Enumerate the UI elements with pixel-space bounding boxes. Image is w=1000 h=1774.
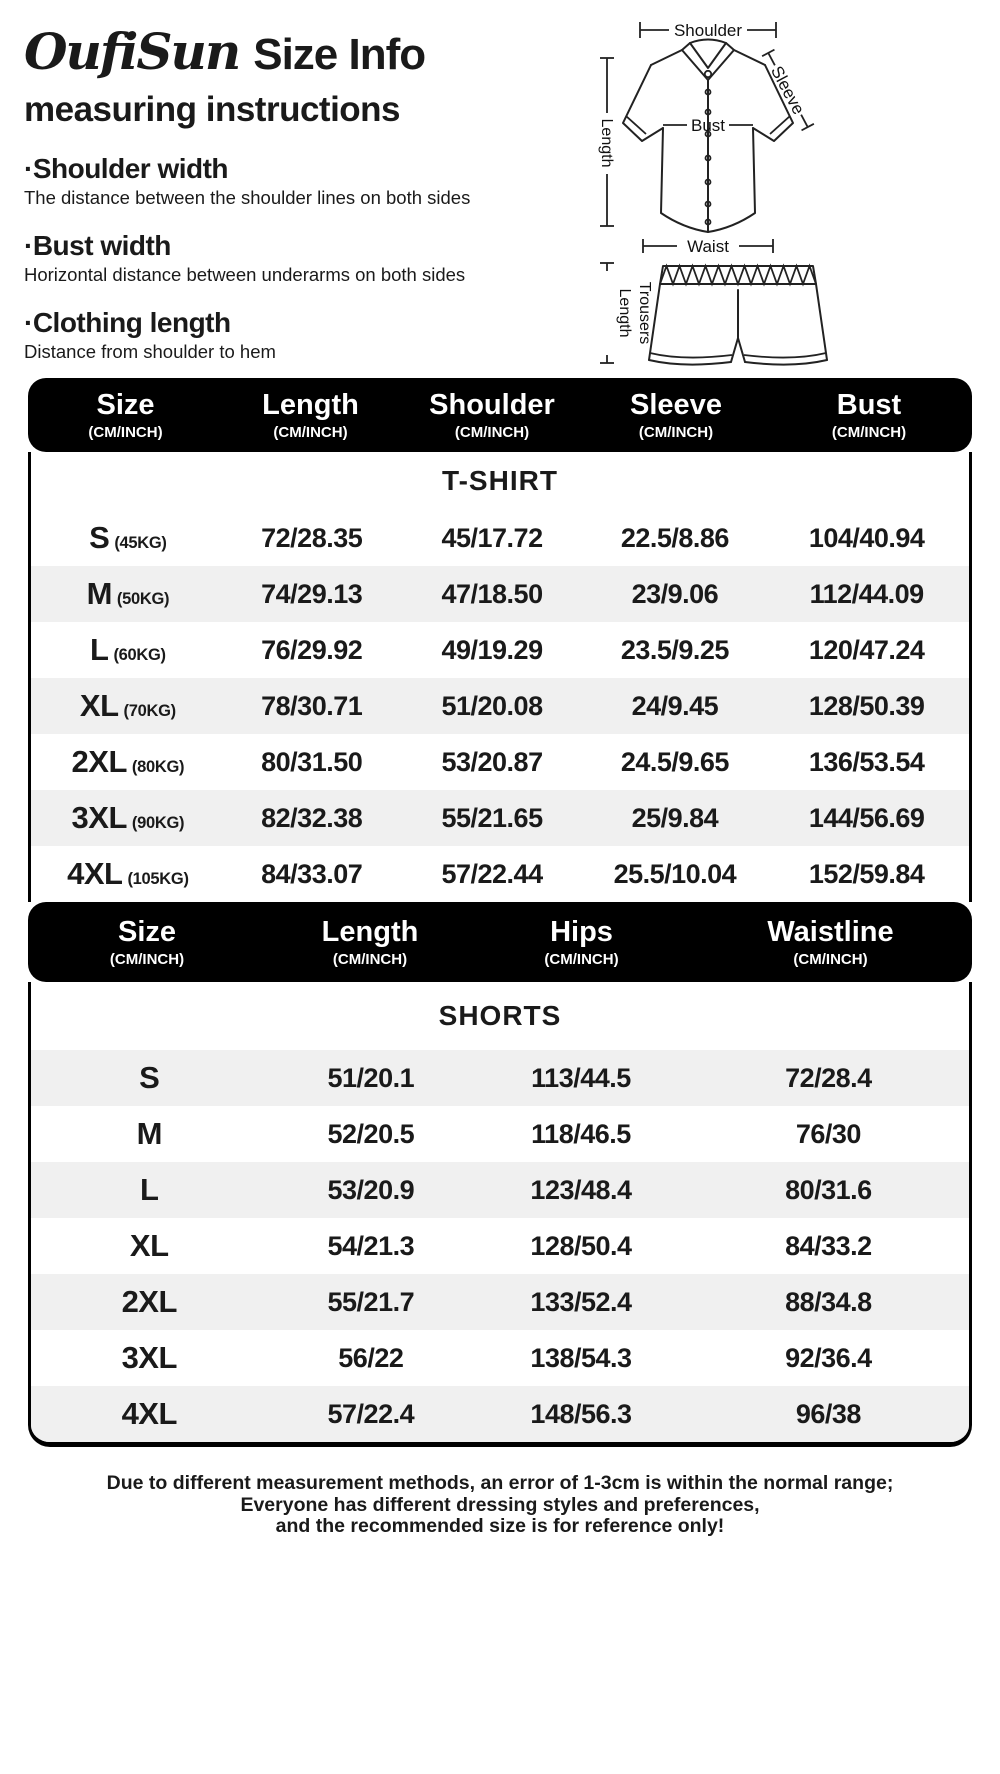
instruction-desc: The distance between the shoulder lines on both sides	[24, 187, 471, 208]
length-cell: 55/21.7	[327, 1286, 415, 1317]
waistline-cell: 84/33.2	[785, 1230, 872, 1261]
sleeve-cell: 23/9.06	[631, 578, 719, 609]
shorts-table-body	[28, 982, 972, 1447]
column-unit: (CM/INCH)	[109, 950, 185, 968]
table-row	[31, 1106, 969, 1162]
shoulder-label: Shoulder	[673, 21, 743, 40]
shoulder-cell: 53/20.87	[441, 746, 543, 777]
waist-label: Waist	[687, 237, 729, 256]
shirt-drawing	[623, 40, 793, 233]
instruction-desc: Horizontal distance between underarms on both sides	[24, 264, 466, 285]
size-value: S	[89, 520, 110, 555]
table-row	[31, 1386, 969, 1442]
instruction-term: ·Shoulder width	[24, 153, 229, 184]
disclaimer	[0, 1473, 1000, 1538]
length-cell: 51/20.1	[327, 1062, 415, 1093]
instruction-term: ·Clothing length	[24, 307, 231, 338]
shorts-column-header	[266, 917, 474, 968]
hips-cell: 123/48.4	[530, 1174, 632, 1205]
size-cell	[31, 576, 225, 612]
hips-cell: 138/54.3	[530, 1342, 632, 1373]
shorts-column-header	[474, 917, 689, 968]
tshirt-column-header	[223, 390, 398, 441]
table-row	[31, 1274, 969, 1330]
bust-measure	[663, 116, 753, 135]
table-row	[31, 1050, 969, 1106]
hips-cell: 113/44.5	[531, 1062, 631, 1093]
instruction-desc: Distance from shoulder to hem	[24, 341, 276, 362]
hips-cell: 118/46.5	[531, 1118, 631, 1149]
shorts-rows	[31, 1050, 969, 1442]
length-cell: 80/31.50	[261, 746, 363, 777]
waistline-cell: 88/34.8	[785, 1286, 872, 1317]
shorts-drawing	[649, 266, 827, 365]
table-row	[31, 1162, 969, 1218]
length-cell: 84/33.07	[261, 858, 363, 889]
weight-hint: (50KG)	[116, 590, 170, 608]
page-title: Size Info	[253, 30, 426, 79]
bust-cell: 152/59.84	[808, 858, 925, 889]
column-unit: (CM/INCH)	[454, 423, 530, 441]
sleeve-cell: 25.5/10.04	[613, 858, 737, 889]
column-unit: (CM/INCH)	[273, 423, 348, 441]
size-value: 2XL	[71, 744, 127, 779]
column-label: Length	[262, 388, 359, 421]
size-value: L	[90, 632, 109, 667]
column-label: Size	[96, 388, 155, 421]
column-label: Size	[117, 915, 177, 948]
sleeve-cell: 24.5/9.65	[620, 746, 729, 777]
length-cell: 82/32.38	[261, 802, 363, 833]
shorts-section-title: SHORTS	[438, 1000, 562, 1031]
column-label: Bust	[836, 388, 902, 421]
table-row	[31, 622, 969, 678]
length-measure	[598, 58, 615, 226]
instruction-item	[24, 307, 589, 363]
table-row	[31, 510, 969, 566]
table-row	[31, 734, 969, 790]
table-row	[31, 678, 969, 734]
table-row	[31, 1330, 969, 1386]
table-row	[31, 566, 969, 622]
tshirt-table-header	[28, 378, 972, 452]
column-unit: (CM/INCH)	[831, 423, 907, 441]
hips-cell: 133/52.4	[530, 1286, 632, 1317]
brand-row	[24, 24, 425, 80]
length-cell: 76/29.92	[261, 634, 363, 665]
weight-hint: (105KG)	[127, 870, 189, 888]
bust-cell: 120/47.24	[808, 634, 925, 665]
sleeve-label: Sleeve	[766, 62, 809, 118]
shorts-column-header	[689, 917, 972, 968]
column-label: Waistline	[767, 915, 894, 948]
top-section	[0, 0, 1000, 378]
shoulder-cell: 47/18.50	[441, 578, 543, 609]
sleeve-cell: 23.5/9.25	[620, 634, 729, 665]
size-cell: XL	[129, 1228, 169, 1263]
table-row	[31, 1218, 969, 1274]
size-cell	[31, 688, 225, 724]
size-cell	[31, 800, 225, 836]
disclaimer-line: and the recommended size is for reference only!	[275, 1515, 725, 1537]
length-cell: 52/20.5	[327, 1118, 415, 1149]
size-cell	[31, 632, 225, 668]
brand-logo: OufiSun	[24, 22, 240, 81]
size-value: M	[86, 576, 112, 611]
size-value: XL	[79, 688, 119, 723]
column-unit: (CM/INCH)	[332, 950, 408, 968]
column-label: Length	[321, 915, 419, 948]
size-cell	[31, 520, 225, 556]
column-unit: (CM/INCH)	[88, 423, 163, 441]
length-cell: 78/30.71	[261, 690, 363, 721]
table-row	[31, 846, 969, 902]
waistline-cell: 76/30	[795, 1118, 861, 1149]
bust-cell: 144/56.69	[808, 802, 925, 833]
shoulder-measure	[640, 21, 776, 40]
tshirt-column-header	[398, 390, 586, 441]
size-cell: S	[139, 1060, 160, 1095]
length-cell: 54/21.3	[327, 1230, 415, 1261]
weight-hint: (45KG)	[114, 534, 167, 552]
bust-cell: 104/40.94	[808, 522, 925, 553]
column-unit: (CM/INCH)	[638, 423, 714, 441]
measuring-instructions	[24, 153, 589, 384]
instruction-term: ·Bust width	[24, 230, 171, 261]
tshirt-column-header	[28, 390, 223, 441]
size-cell: M	[136, 1116, 162, 1151]
shoulder-cell: 55/21.65	[441, 802, 543, 833]
disclaimer-line: Everyone has different dressing styles and preferences,	[240, 1493, 760, 1516]
waistline-cell: 72/28.4	[785, 1062, 872, 1093]
tshirt-rows	[31, 510, 969, 902]
tshirt-table-body	[28, 452, 972, 902]
waistline-cell: 80/31.6	[785, 1174, 872, 1205]
trousers-length-label-line2: Trousers	[636, 281, 653, 345]
tshirt-column-header	[766, 390, 972, 441]
waistline-cell: 96/38	[795, 1398, 861, 1429]
sleeve-cell: 25/9.84	[631, 802, 719, 833]
waist-measure	[643, 237, 773, 256]
length-cell: 72/28.35	[261, 522, 363, 553]
length-cell: 53/20.9	[327, 1174, 415, 1205]
shoulder-cell: 57/22.44	[441, 858, 543, 889]
column-unit: (CM/INCH)	[793, 950, 868, 968]
length-cell: 74/29.13	[261, 578, 363, 609]
column-label: Hips	[550, 915, 613, 948]
weight-hint: (70KG)	[123, 702, 176, 720]
size-cell	[31, 856, 225, 892]
size-cell: 4XL	[121, 1396, 177, 1431]
waistline-cell: 92/36.4	[785, 1342, 872, 1373]
shoulder-cell: 49/19.29	[441, 634, 543, 665]
table-row	[31, 790, 969, 846]
size-cell	[31, 744, 225, 780]
shoulder-cell: 45/17.72	[441, 522, 543, 553]
size-value: 4XL	[67, 856, 123, 891]
sleeve-cell: 22.5/8.86	[620, 522, 729, 553]
length-cell: 56/22	[338, 1342, 404, 1373]
trousers-length-measure	[600, 263, 653, 363]
bust-cell: 112/44.09	[809, 578, 924, 609]
bust-cell: 136/53.54	[808, 746, 925, 777]
instruction-item	[24, 230, 589, 286]
instruction-item	[24, 153, 589, 209]
measurement-diagram	[583, 8, 998, 376]
size-cell: 2XL	[121, 1284, 177, 1319]
hips-cell: 148/56.3	[530, 1398, 632, 1429]
shoulder-cell: 51/20.08	[441, 690, 543, 721]
tshirt-column-header	[586, 390, 766, 441]
bust-label: Bust	[690, 116, 726, 135]
tshirt-section-title: T-SHIRT	[442, 465, 558, 496]
hips-cell: 128/50.4	[530, 1230, 632, 1261]
shorts-table-header	[28, 902, 972, 982]
length-label: Length	[598, 118, 615, 168]
disclaimer-line: Due to different measurement methods, an error of 1-3cm is within the normal range;	[106, 1472, 894, 1494]
weight-hint: (60KG)	[113, 646, 166, 664]
column-label: Sleeve	[630, 388, 722, 421]
column-label: Shoulder	[429, 388, 555, 421]
length-cell: 57/22.4	[327, 1398, 415, 1429]
bust-cell: 128/50.39	[808, 690, 925, 721]
weight-hint: (80KG)	[131, 758, 185, 776]
column-unit: (CM/INCH)	[544, 950, 619, 968]
size-cell: 3XL	[121, 1340, 177, 1375]
trousers-length-label-line1: Length	[616, 288, 633, 338]
size-tables	[28, 378, 972, 1447]
sleeve-cell: 24/9.45	[631, 690, 719, 721]
size-value: 3XL	[71, 800, 127, 835]
shorts-column-header	[28, 917, 266, 968]
weight-hint: (90KG)	[131, 814, 185, 832]
page-subtitle: measuring instructions	[24, 90, 401, 129]
size-cell: L	[140, 1172, 159, 1207]
